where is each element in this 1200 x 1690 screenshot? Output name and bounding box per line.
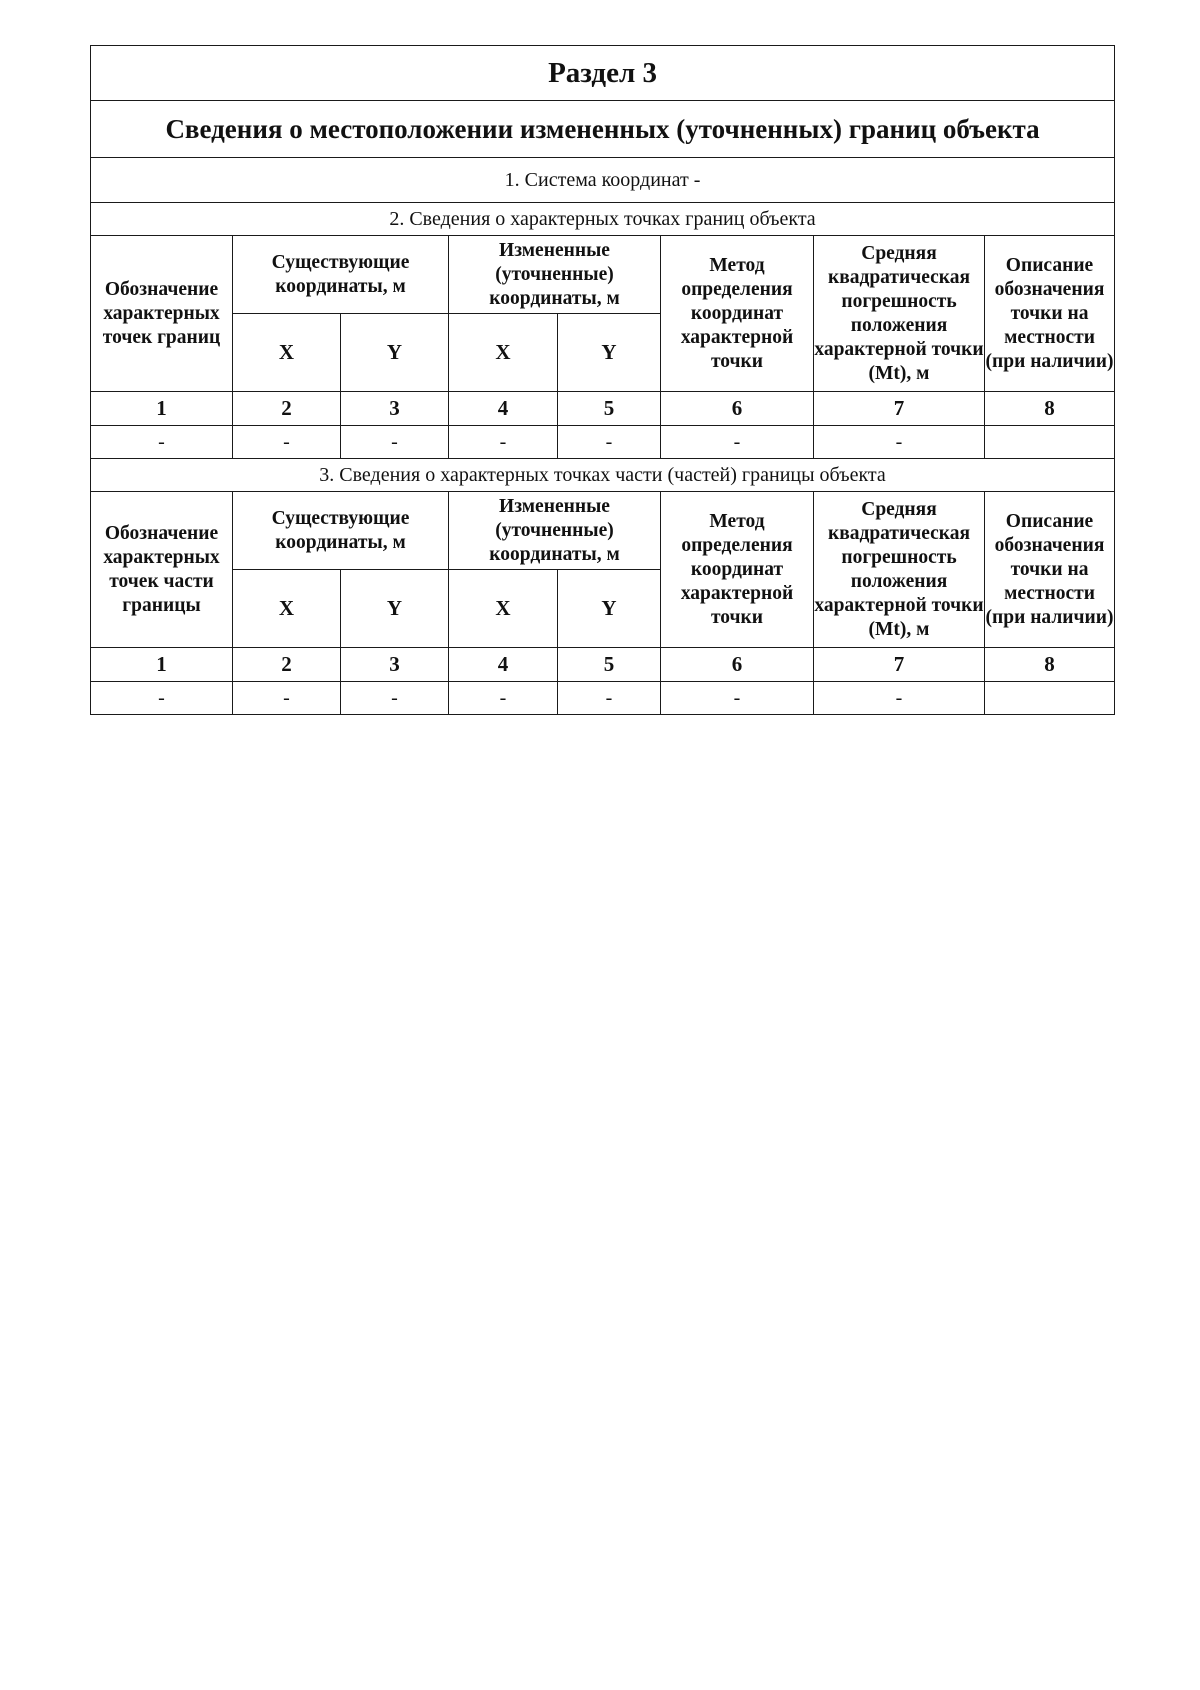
column-number: 2: [233, 392, 341, 426]
header-changed-x: X: [449, 314, 558, 392]
column-number-row: [91, 392, 1115, 426]
document-sheet: [90, 45, 1114, 715]
part-boundary-points-heading: 3. Сведения о характерных точках части (частей) границы объекта: [91, 459, 1115, 492]
table-row: [91, 682, 1115, 715]
section-3-table: [90, 45, 1115, 715]
header-existing-x: X: [233, 314, 341, 392]
header-existing-y: Y: [341, 570, 449, 648]
table-cell: -: [449, 426, 558, 459]
header-existing-coordinates: Существующие координаты, м: [233, 236, 449, 314]
header-error: Средняя квадратическая погрешность положения характерной точки (Mt), м: [814, 236, 985, 392]
table-cell: -: [661, 426, 814, 459]
table-cell: -: [233, 682, 341, 715]
table-cell: -: [233, 426, 341, 459]
table-row: [91, 426, 1115, 459]
header-existing-x: X: [233, 570, 341, 648]
header-changed-coordinates: Измененные (уточненные) координаты, м: [449, 492, 661, 570]
table-cell: -: [661, 682, 814, 715]
header-changed-x: X: [449, 570, 558, 648]
table-cell: -: [449, 682, 558, 715]
column-number: 7: [814, 392, 985, 426]
section-title: Раздел 3: [91, 46, 1115, 101]
coordinate-system-line: 1. Система координат -: [91, 158, 1115, 203]
table-cell: -: [341, 682, 449, 715]
header-existing-coordinates: Существующие координаты, м: [233, 492, 449, 570]
header-method: Метод определения координат характерной точки: [661, 236, 814, 392]
header-description: Описание обозначения точки на местности (при наличии): [985, 236, 1115, 392]
column-number: 2: [233, 648, 341, 682]
column-number: 6: [661, 648, 814, 682]
column-number: 8: [985, 648, 1115, 682]
section-subtitle: Сведения о местоположении измененных (уточненных) границ объекта: [91, 101, 1115, 158]
table-cell: -: [558, 682, 661, 715]
table-cell: [985, 426, 1115, 459]
column-number: 7: [814, 648, 985, 682]
header-designation: Обозначение характерных точек части границы: [91, 492, 233, 648]
table-cell: -: [558, 426, 661, 459]
column-number: 8: [985, 392, 1115, 426]
table-cell: -: [91, 426, 233, 459]
header-changed-coordinates: Измененные (уточненные) координаты, м: [449, 236, 661, 314]
table-cell: -: [341, 426, 449, 459]
column-number-row: [91, 648, 1115, 682]
column-number: 5: [558, 392, 661, 426]
column-number: 1: [91, 392, 233, 426]
header-description: Описание обозначения точки на местности (при наличии): [985, 492, 1115, 648]
table-cell: -: [91, 682, 233, 715]
column-number: 5: [558, 648, 661, 682]
column-number: 3: [341, 648, 449, 682]
boundary-points-heading: 2. Сведения о характерных точках границ объекта: [91, 203, 1115, 236]
table-cell: -: [814, 426, 985, 459]
column-number: 6: [661, 392, 814, 426]
column-number: 4: [449, 648, 558, 682]
header-error: Средняя квадратическая погрешность положения характерной точки (Mt), м: [814, 492, 985, 648]
header-changed-y: Y: [558, 570, 661, 648]
table-cell: -: [814, 682, 985, 715]
column-number: 3: [341, 392, 449, 426]
header-changed-y: Y: [558, 314, 661, 392]
header-method: Метод определения координат характерной точки: [661, 492, 814, 648]
column-number: 4: [449, 392, 558, 426]
column-number: 1: [91, 648, 233, 682]
header-designation: Обозначение характерных точек границ: [91, 236, 233, 392]
header-existing-y: Y: [341, 314, 449, 392]
table-cell: [985, 682, 1115, 715]
